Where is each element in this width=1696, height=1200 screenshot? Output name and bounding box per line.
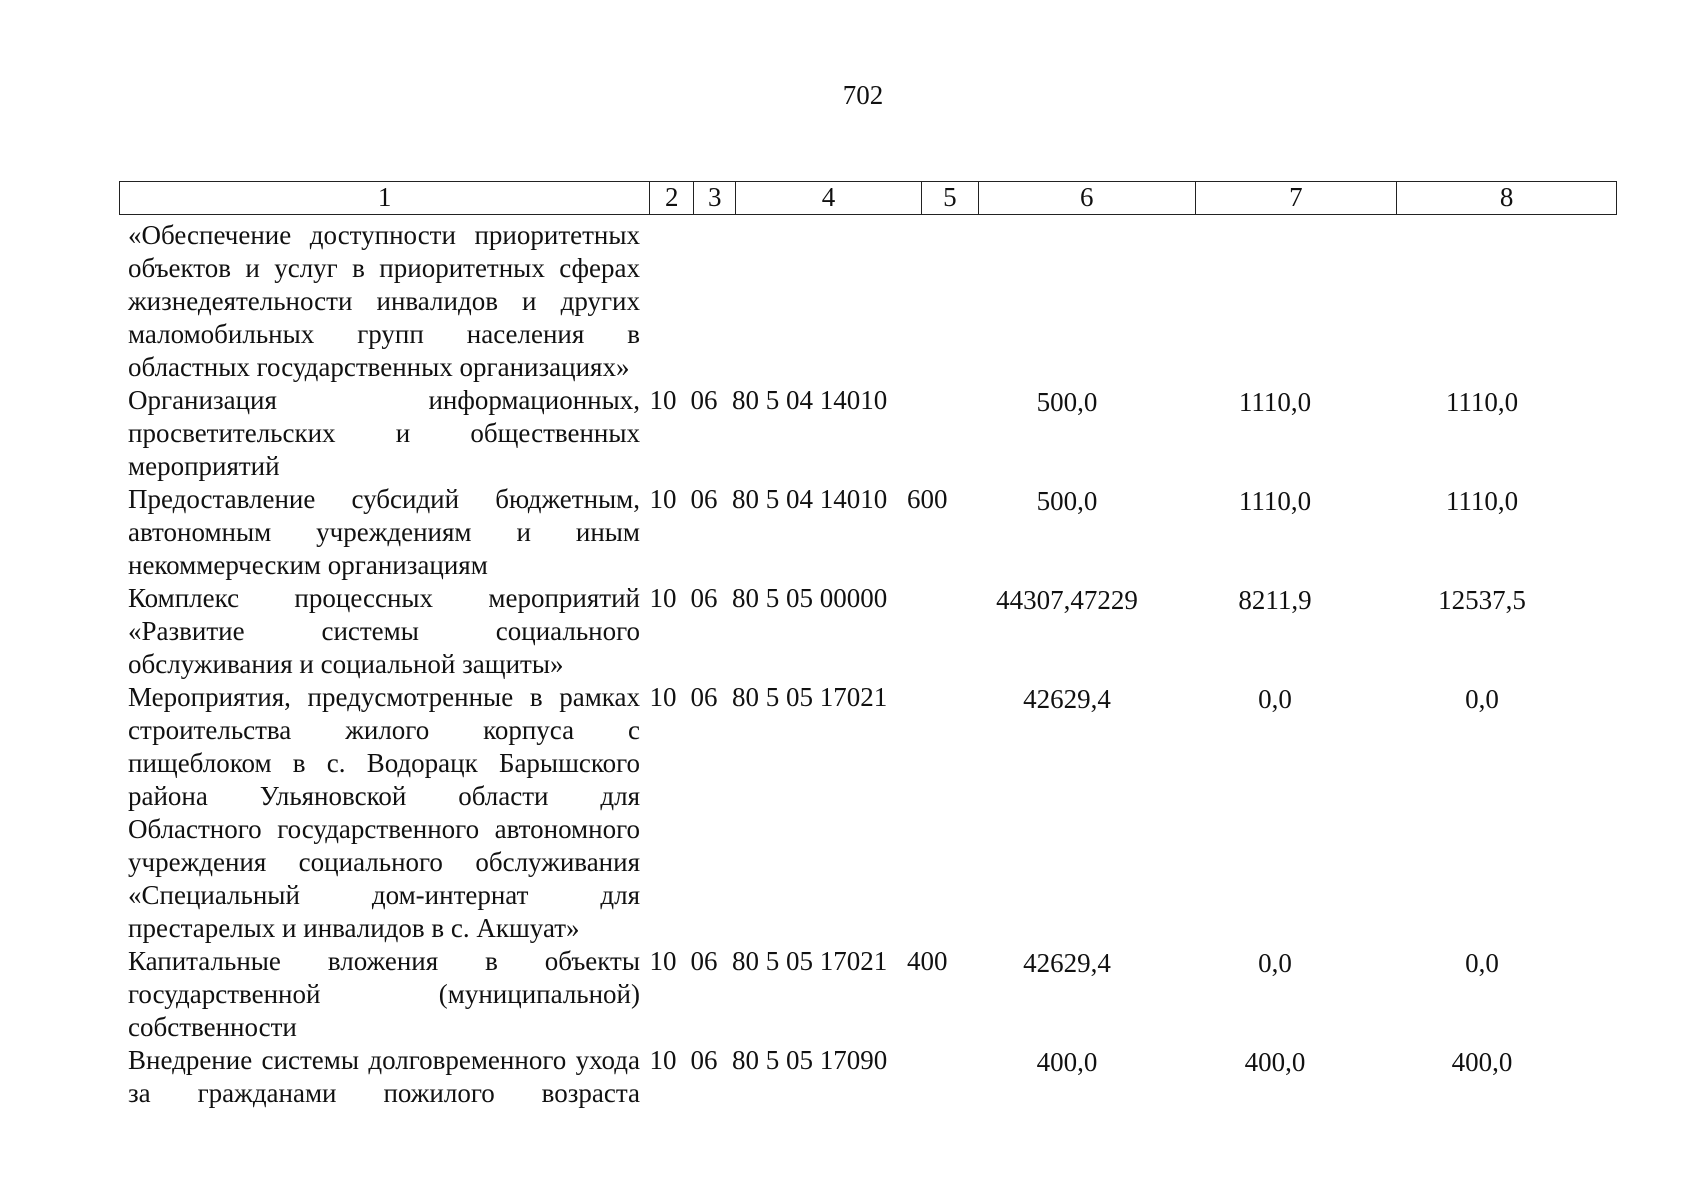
- table-row: [128, 384, 1591, 483]
- cell-target-code: 80 5 05 17021: [732, 946, 888, 976]
- cell-target-code: 80 5 05 00000: [732, 583, 888, 613]
- column-header-5: 5: [922, 182, 979, 214]
- cell-amount-6: 44307,47229: [996, 585, 1138, 615]
- column-header-3: 3: [694, 182, 736, 214]
- cell-expense-type: 600: [907, 484, 948, 514]
- cell-target-code: 80 5 05 17090: [732, 1045, 888, 1075]
- table-row: [128, 681, 1591, 945]
- cell-subsection: 06: [690, 385, 718, 415]
- cell-amount-8: 1110,0: [1445, 387, 1519, 417]
- table-row: [128, 219, 1591, 384]
- cell-amount-8: 12537,5: [1438, 585, 1526, 615]
- cell-expense-type: 400: [907, 946, 948, 976]
- cell-section: 10: [649, 583, 677, 613]
- row-name: «Обеспечение доступности приоритетных объектов и услуг в приоритетных сферах жизнедеятельности инвалидов и других маломобильных групп населения в областных государственных организациях»: [128, 220, 640, 382]
- table-header-row: [119, 181, 1617, 215]
- row-name: Внедрение системы долговременного ухода за гражданами пожилого возраста: [128, 1045, 640, 1108]
- cell-amount-8: 0,0: [1465, 684, 1499, 714]
- row-name: Организация информационных, просветительских и общественных мероприятий: [128, 385, 640, 481]
- cell-section: 10: [649, 385, 677, 415]
- column-header-8: 8: [1499, 182, 1514, 212]
- column-header-6: 6: [979, 182, 1196, 214]
- cell-amount-8: 1110,0: [1445, 486, 1519, 516]
- row-name: Мероприятия, предусмотренные в рамках строительства жилого корпуса с пищеблоком в с. Водорацк Барышского района Ульяновской области для Областного государственного автономного учреждения социального обслуживания «Специальный дом-интернат для престарелых и инвалидов в с. Акшуат»: [128, 682, 640, 943]
- cell-amount-6: 500,0: [1036, 387, 1098, 417]
- row-name: Предоставление субсидий бюджетным, автономным учреждениям и иным некоммерческим организациям: [128, 484, 640, 580]
- cell-subsection: 06: [690, 484, 718, 514]
- row-name: Комплекс процессных мероприятий «Развитие системы социального обслуживания и социальной защиты»: [128, 583, 640, 679]
- column-header-1: 1: [120, 182, 650, 214]
- table-body: [128, 219, 1591, 1110]
- cell-amount-6: 500,0: [1036, 486, 1098, 516]
- cell-amount-6: 400,0: [1036, 1047, 1098, 1077]
- cell-subsection: 06: [690, 583, 718, 613]
- cell-target-code: 80 5 04 14010: [732, 385, 888, 415]
- cell-amount-7: 400,0: [1244, 1047, 1306, 1077]
- cell-target-code: 80 5 04 14010: [732, 484, 888, 514]
- page-number: 702: [842, 80, 884, 110]
- table-row: [128, 1044, 1591, 1110]
- cell-amount-6: 42629,4: [1023, 684, 1111, 714]
- cell-section: 10: [649, 946, 677, 976]
- cell-section: 10: [649, 1045, 677, 1075]
- cell-amount-7: 8211,9: [1238, 585, 1312, 615]
- cell-amount-7: 1110,0: [1238, 387, 1312, 417]
- cell-amount-8: 400,0: [1451, 1047, 1513, 1077]
- table-row: [128, 483, 1591, 582]
- table-row: [128, 582, 1591, 681]
- cell-amount-8: 0,0: [1465, 948, 1499, 978]
- cell-amount-7: 1110,0: [1238, 486, 1312, 516]
- column-header-2: 2: [650, 182, 694, 214]
- cell-amount-7: 0,0: [1258, 948, 1292, 978]
- cell-subsection: 06: [690, 682, 718, 712]
- column-header-4: 4: [736, 182, 922, 214]
- cell-amount-7: 0,0: [1258, 684, 1292, 714]
- cell-subsection: 06: [690, 946, 718, 976]
- table-row: [128, 945, 1591, 1044]
- cell-amount-6: 42629,4: [1023, 948, 1111, 978]
- cell-section: 10: [649, 682, 677, 712]
- column-header-7: 7: [1196, 182, 1398, 214]
- cell-target-code: 80 5 05 17021: [732, 682, 888, 712]
- cell-subsection: 06: [690, 1045, 718, 1075]
- row-name: Капитальные вложения в объекты государственной (муниципальной) собственности: [128, 946, 640, 1042]
- cell-section: 10: [649, 484, 677, 514]
